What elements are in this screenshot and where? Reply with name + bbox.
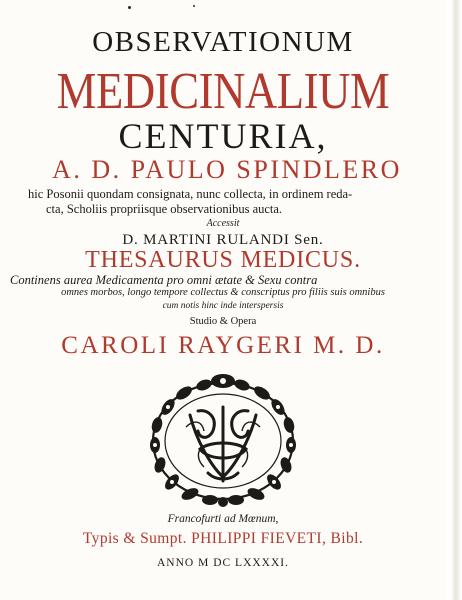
imprint-printer: Typis & Sumpt. PHILIPPI FIEVETI, Bibl. — [82, 530, 364, 547]
studio-opera: Studio & Opera — [189, 316, 257, 327]
description-line-2: cta, Scholiis propriisque observationibus aucta. — [46, 202, 283, 216]
author-rulandi: D. MARTINI RULANDI Sen. — [122, 232, 324, 248]
imprint-place: Francofurti ad Mœnum, — [167, 513, 279, 525]
ink-speck — [128, 6, 131, 9]
title-centuria: CENTURIA, — [118, 116, 328, 156]
author-spindlero: A. D. PAULO SPINDLERO — [52, 155, 402, 184]
title-observationum: OBSERVATIONUM — [92, 26, 354, 58]
description-line-1: hic Posonii quondam consignata, nunc collecta, in ordinem reda- — [28, 187, 353, 201]
contents-line-2: omnes morbos, longo tempore collectus & conscriptus pro filiis suis omnibus — [61, 287, 385, 298]
contents-line-3: cum notis hinc inde interspersis — [162, 301, 284, 311]
title-medicinalium: MEDICINALIUM — [56, 63, 390, 120]
editor-raygeri: CAROLI RAYGERI M. D. — [61, 332, 385, 359]
floral-wreath-monogram-icon — [138, 369, 308, 511]
imprint-year: ANNO M DC LXXXXI. — [157, 557, 289, 569]
contents-line-1: Continens aurea Medicamenta pro omni ætate & Sexu contra — [10, 273, 318, 287]
accessit-label: Accessit — [206, 218, 240, 229]
ink-speck — [193, 5, 195, 7]
title-thesaurus-medicus: THESAURUS MEDICUS. — [85, 247, 361, 273]
page-edge — [446, 0, 462, 600]
